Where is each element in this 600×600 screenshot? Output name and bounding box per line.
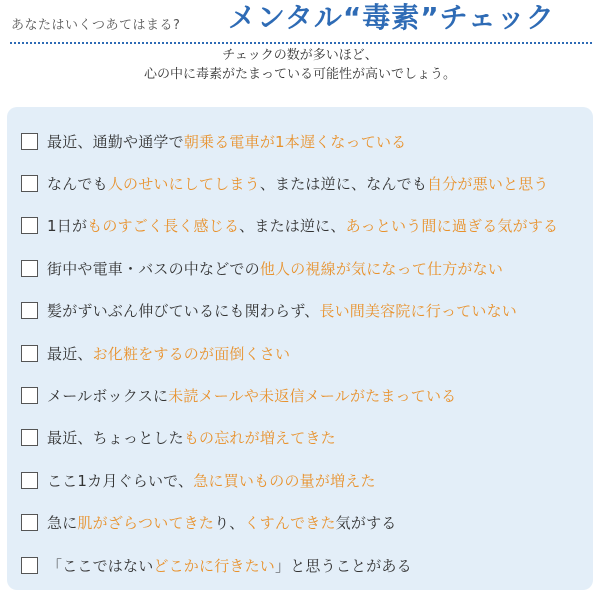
checklist-item-text — [47, 470, 376, 491]
checklist-item — [21, 162, 586, 204]
checklist-item — [21, 247, 586, 289]
checklist-item — [21, 120, 586, 162]
plain-text: ことがある — [335, 556, 412, 575]
plain-text: 最近、ちょっとした — [47, 429, 184, 448]
plain-text: 最近、 — [47, 344, 93, 363]
plain-text: 」と思う — [275, 556, 336, 575]
checkbox[interactable] — [21, 472, 38, 489]
checklist-item — [21, 544, 586, 586]
highlighted-text: 朝乗る電車が1本遅くなっている — [183, 132, 407, 151]
highlighted-text: どこかに行きたい — [153, 556, 276, 575]
checkbox[interactable] — [21, 345, 38, 362]
plain-text: なんでも — [47, 175, 108, 194]
plain-text: ここ1カ月ぐらいで、 — [47, 471, 194, 490]
checklist-item-text — [47, 173, 549, 194]
highlighted-text: もの忘れが増えてきた — [183, 429, 336, 448]
highlighted-text: くすんできた — [244, 514, 336, 533]
highlighted-text: 人のせいにしてしまう — [107, 175, 260, 194]
highlighted-text: 長い間美容院に行っていない — [319, 302, 518, 321]
plain-text: り、 — [214, 514, 245, 533]
checklist-item — [21, 290, 586, 332]
plain-text: 街中や電車・バスの中などでの — [47, 259, 260, 278]
intro-text — [0, 46, 600, 84]
checkbox[interactable] — [21, 260, 38, 277]
checklist-item — [21, 205, 586, 247]
highlighted-text: ものすごく長く感じる — [87, 217, 240, 236]
checklist-item — [21, 459, 586, 501]
header — [0, 0, 600, 42]
checklist-item — [21, 332, 586, 374]
highlighted-text: 急に買いものの量が増えた — [193, 471, 376, 490]
highlighted-text: 自分が悪いと思う — [427, 175, 549, 194]
checkbox[interactable] — [21, 302, 38, 319]
plain-text: 急に — [47, 514, 78, 533]
plain-text: 髪がずいぶん伸びているにも関わらず、 — [47, 302, 320, 321]
checkbox[interactable] — [21, 429, 38, 446]
plain-text: 最近、通勤や通学で — [47, 132, 184, 151]
highlighted-text: 未読メールや未返信メールがたまっている — [168, 387, 457, 406]
checkbox[interactable] — [21, 217, 38, 234]
checklist-item-text — [47, 300, 517, 321]
checklist-item-text — [47, 512, 396, 533]
checklist-panel — [7, 107, 593, 590]
highlighted-text: 他人の視線が気になって仕方がない — [259, 259, 504, 278]
checklist-item — [21, 502, 586, 544]
page-title: メンタル“毒素”チェック — [228, 1, 555, 34]
checklist-item-text — [47, 427, 336, 448]
checkbox[interactable] — [21, 175, 38, 192]
highlighted-text: お化粧をするのが面倒くさい — [92, 344, 291, 363]
plain-text: 1日が — [47, 217, 88, 236]
intro-line-1: チェックの数が多いほど、 — [222, 48, 378, 63]
header-subtitle: あなたはいくつあてはまる? — [11, 18, 181, 33]
checklist-item-text — [47, 131, 406, 152]
dotted-divider — [10, 42, 592, 44]
checkbox[interactable] — [21, 557, 38, 574]
plain-text: 、または逆に、なんでも — [259, 175, 428, 194]
checklist-item-text — [47, 555, 412, 576]
checkbox[interactable] — [21, 514, 38, 531]
plain-text: 「ここではない — [47, 556, 154, 575]
checklist — [21, 120, 586, 586]
plain-text: 、または逆に、 — [239, 217, 346, 236]
checklist-item — [21, 374, 586, 416]
checklist-item-text — [47, 258, 503, 279]
highlighted-text: 肌がざらついてきた — [77, 514, 215, 533]
checklist-item-text — [47, 385, 456, 406]
plain-text: 気がする — [335, 514, 397, 533]
checklist-item-text — [47, 343, 290, 364]
checklist-item — [21, 417, 586, 459]
plain-text: メールボックスに — [47, 387, 169, 406]
checklist-item-text — [47, 215, 558, 236]
highlighted-text: あっという間に過ぎる気がする — [345, 217, 559, 236]
intro-line-2: 心の中に毒素がたまっている可能性が高いでしょう。 — [143, 67, 456, 82]
checkbox[interactable] — [21, 387, 38, 404]
checkbox[interactable] — [21, 133, 38, 150]
